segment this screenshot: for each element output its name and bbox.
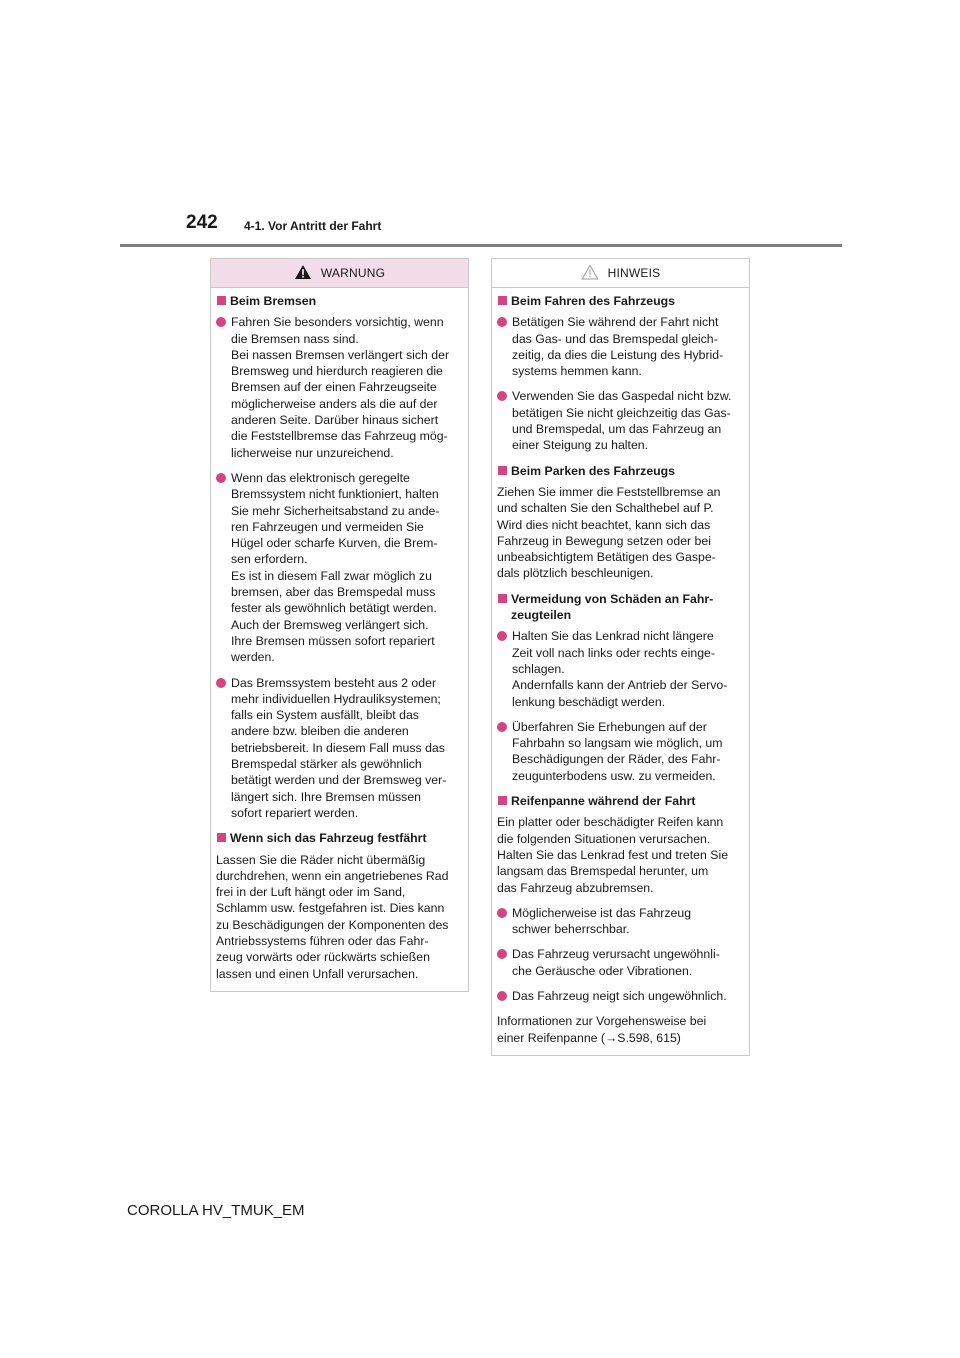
list-item: Das Fahrzeug verursacht ungewöhnli- che Geräusche oder Vibrationen.: [497, 946, 744, 979]
notice-heading: HINWEIS: [607, 266, 661, 280]
page-number: 242: [186, 212, 218, 233]
list-item: Fahren Sie besonders vorsichtig, wenn die Bremsen nass sind. Bei nassen Bremsen verlängert sich der Bremsweg und hierdurch reagieren die Bremsen auf der einen Fahrzeugseite möglicherweise anders als die auf der anderen Seite. Darüber hinaus sichert die Feststellbremse das Fahrzeug mög- licherweise nur unzureichend.: [216, 314, 463, 461]
notice-header: [492, 259, 749, 288]
list-item: Möglicherweise ist das Fahrzeug schwer beherrschbar.: [497, 905, 744, 938]
section-title: Wenn sich das Fahrzeug festfährt: [216, 830, 463, 846]
footer-model: COROLLA HV_TMUK_EM: [127, 1202, 305, 1219]
list-item: Das Fahrzeug neigt sich ungewöhnlich.: [497, 988, 744, 1004]
paragraph: Informationen zur Vorgehensweise bei einer Reifenpanne (→S.598, 615): [497, 1014, 707, 1045]
list-item: Betätigen Sie während der Fahrt nicht das Gas- und das Bremspedal gleich- zeitig, da dies die Leistung des Hybrid- systems hemmen kann.: [497, 314, 744, 379]
warning-box: [210, 258, 469, 992]
list-item: Verwenden Sie das Gaspedal nicht bzw. betätigen Sie nicht gleichzeitig das Gas- und Bremspedal, um das Fahrzeug an einer Steigung zu halten.: [497, 388, 744, 453]
warning-heading: WARNUNG: [320, 266, 386, 280]
caution-icon: [581, 264, 599, 280]
list-item: Halten Sie das Lenkrad nicht längere Zeit voll nach links oder rechts einge- schlagen. Andernfalls kann der Antrieb der Servo- lenkung beschädigt werden.: [497, 628, 744, 709]
paragraph: Ziehen Sie immer die Feststellbremse an und schalten Sie den Schalthebel auf P. Wird dies nicht beachtet, kann sich das Fahrzeug in Bewegung setzen oder bei unbeabsichtigtem Betätigen des Gaspe- dals plötzlich beschleunigen.: [497, 484, 721, 581]
list-item: Das Bremssystem besteht aus 2 oder mehr individuellen Hydrauliksystemen; falls ein System ausfällt, bleibt das andere bzw. bleiben die anderen betriebsbereit. In diesem Fall muss das Bremspedal stärker als gewöhnlich betätigt werden und der Bremsweg ver- längert sich. Ihre Bremsen müssen sofort repariert werden.: [216, 675, 463, 822]
section-title: Reifenpanne während der Fahrt: [497, 793, 744, 809]
paragraph: Ein platter oder beschädigter Reifen kann die folgenden Situationen verursachen. Halten Sie das Lenkrad fest und treten Sie langsam das Bremspedal herunter, um das Fahrzeug abzubremsen.: [497, 815, 729, 895]
paragraph: Lassen Sie die Räder nicht übermäßig durchdrehen, wenn ein angetriebenes Rad frei in der Luft hängt oder im Sand, Schlamm usw. festgefahren ist. Dies kann zu Beschädigungen der Komponenten des Antriebssystems führen oder das Fahr- zeug vorwärts oder rückwärts schießen lassen und einen Unfall verursachen.: [216, 852, 449, 981]
section-title: Beim Bremsen: [216, 293, 463, 309]
header-rule: [120, 244, 842, 247]
list-item: Überfahren Sie Erhebungen auf der Fahrbahn so langsam wie möglich, um Beschädigungen der Räder, des Fahr- zeugunterbodens usw. zu vermeiden.: [497, 719, 744, 784]
chapter-title: 4-1. Vor Antritt der Fahrt: [244, 219, 382, 233]
list-item: Wenn das elektronisch geregelte Bremssystem nicht funktioniert, halten Sie mehr Sicherheitsabstand zu ande- ren Fahrzeugen und vermeiden Sie Hügel oder scharfe Kurven, die Brem- sen erfordern. Es ist in diesem Fall zwar möglich zu bremsen, aber das Bremspedal muss fester als gewöhnlich betätigt werden. Auch der Bremsweg verlängert sich. Ihre Bremsen müssen sofort repariert werden.: [216, 470, 463, 666]
warning-header: [211, 259, 468, 288]
warning-icon: [294, 264, 312, 280]
section-title: Beim Fahren des Fahrzeugs: [497, 293, 744, 309]
notice-box: [491, 258, 750, 1056]
section-title: Beim Parken des Fahrzeugs: [497, 463, 744, 479]
section-title: Vermeidung von Schäden an Fahr- zeugteilen: [497, 591, 744, 624]
